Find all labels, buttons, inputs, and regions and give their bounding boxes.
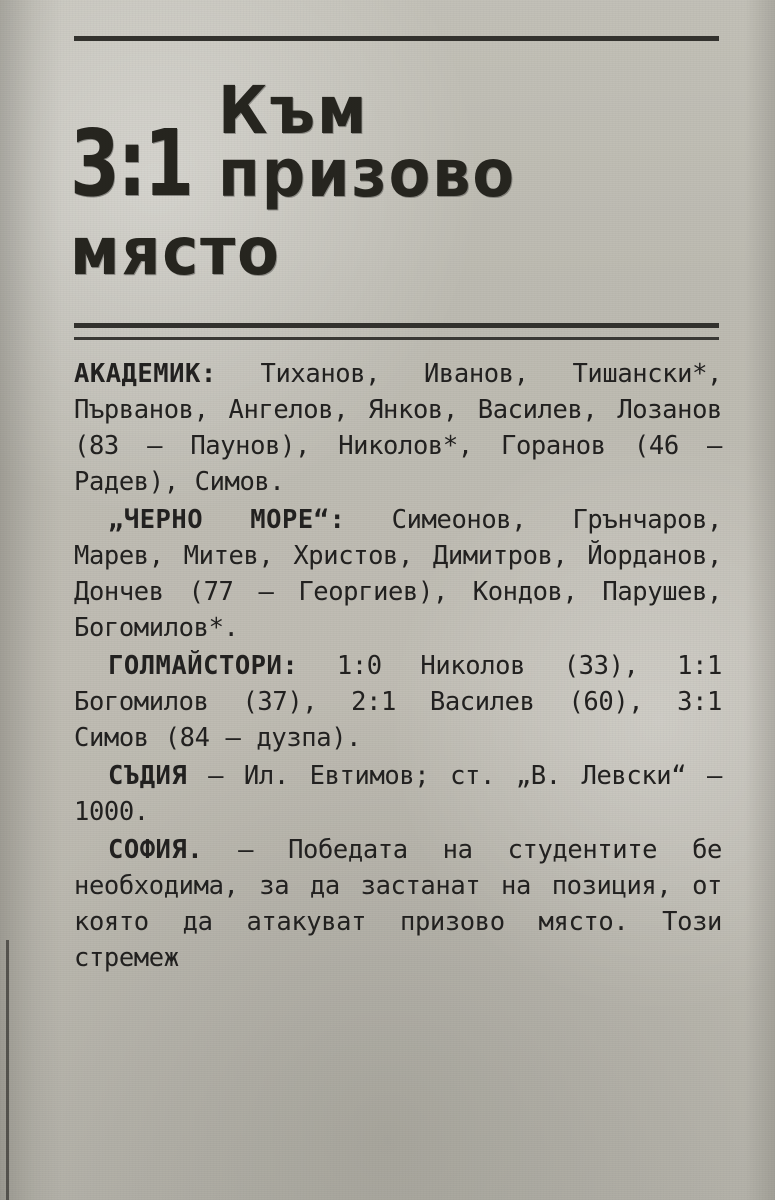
adjacent-column-rule [6, 940, 9, 1200]
horizontal-rule-middle-thin [74, 337, 719, 340]
lineup-text-akademik: Тиханов, Иванов, Тишански*, Първанов, Ангелов, Янков, Василев, Лозанов (83 — Паунов), Николов*, Горанов (46 — Радев), Симов. [74, 359, 722, 497]
paragraph-goalscorers [74, 648, 722, 756]
referee-label: СЪДИЯ [108, 761, 188, 791]
referee-text: — Ил. Евтимов; ст. „В. Левски“ — 1000. [74, 761, 722, 827]
report-text: — Победата на студентите бе необходима, за да застанат на позиция, от която да атакуват призово място. Този стремеж [74, 835, 722, 973]
goalscorers-text: 1:0 Николов (33), 1:1 Богомилов (37), 2:1 Василев (60), 3:1 Симов (84 — дузпа). [74, 651, 722, 753]
headline-score: 3:1 [70, 109, 192, 217]
headline [70, 72, 730, 291]
headline-text-part-2: място [70, 213, 281, 291]
paragraph-referee [74, 758, 722, 830]
horizontal-rule-middle-thick [74, 323, 719, 328]
headline-line-1 [70, 72, 730, 217]
dateline-label: СОФИЯ. [108, 835, 204, 865]
lineup-label-akademik: АКАДЕМИК: [74, 359, 217, 389]
paragraph-report-body [74, 832, 722, 976]
horizontal-rule-top [74, 36, 719, 41]
page-left-gutter-shadow [0, 0, 62, 1200]
headline-text-part-1: Към призово [217, 72, 516, 212]
lineup-text-cherno-more: Симеонов, Грънчаров, Марев, Митев, Христов, Димитров, Йорданов, Дончев (77 — Георгиев), Кондов, Парушев, Богомилов*. [74, 505, 722, 643]
goalscorers-label: ГОЛМАЙСТОРИ: [108, 651, 299, 681]
paragraph-akademik-lineup [74, 356, 722, 500]
paragraph-cherno-more-lineup [74, 502, 722, 646]
article-body [74, 356, 722, 976]
page-right-gutter-shadow [745, 0, 775, 1200]
lineup-label-cherno-more: „ЧЕРНО МОРЕ“: [108, 505, 346, 535]
